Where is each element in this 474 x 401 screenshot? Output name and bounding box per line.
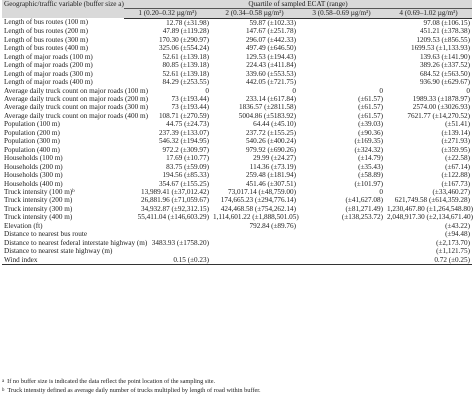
cell-quartile-4: 1,230,467.80 (±1,264,548.80) <box>387 204 473 213</box>
row-label: Length of major roads (200 m) <box>4 61 93 70</box>
table-row <box>2 256 472 265</box>
cell-quartile-3 <box>298 27 385 35</box>
cell-quartile-2: 224.43 (±411.84) <box>246 61 296 70</box>
quartile-2-header: 2 (0.34–0.58 µg/m³) <box>211 9 298 18</box>
cell-quartile-4: (±43.22) <box>445 221 471 230</box>
row-label: Length of bus routes (100 m) <box>4 18 89 27</box>
cell-quartile-2: 59.87 (±102.33) <box>249 18 296 27</box>
table-row <box>2 27 472 35</box>
cell-quartile-2: 259.48 (±181.94) <box>245 171 296 180</box>
quartile-4-header: 4 (0.69–1.02 µg/m³) <box>385 9 472 18</box>
cell-quartile-1: 237.39 (±133.07) <box>158 128 209 137</box>
cell-quartile-4: 0 <box>466 86 471 95</box>
table-row <box>2 180 472 188</box>
cell-quartile-3 <box>298 44 385 52</box>
cell-quartile-2: 29.99 (±24.27) <box>253 154 296 163</box>
cell-quartile-2 <box>211 230 298 238</box>
cell-quartile-3: (±61.57) <box>358 111 383 120</box>
cell-quartile-4: 621,749.58 (±614,359.28) <box>394 196 471 205</box>
table-row <box>2 129 472 137</box>
row-label: Truck intensity (200 m) <box>4 196 73 205</box>
cell-quartile-4: 2,048,917.30 (±2,134,671.40) <box>387 213 473 222</box>
table-row <box>2 120 472 128</box>
row-label: Length of major roads (300 m) <box>4 69 93 78</box>
table-row <box>2 230 472 238</box>
cell-quartile-1: 52.61 (±139.18) <box>162 52 209 61</box>
row-label: Households (300 m) <box>4 171 63 180</box>
cell-quartile-1: 13,989.41 (±37,012.42) <box>140 187 209 196</box>
footnote-text: If no buffer size is indicated the data reflect the point location of the sampling site. <box>7 378 216 385</box>
cell-quartile-2: 5004.86 (±5183.92) <box>238 111 296 120</box>
row-label: Truck intensity (100 m)$^b$ <box>4 187 75 196</box>
table-row <box>2 78 472 86</box>
cell-quartile-1: 73 (±193.44) <box>171 103 209 112</box>
cell-quartile-1: 55,411.04 (±146,603.29) <box>137 213 209 222</box>
cell-quartile-2: 233.14 (±617.84) <box>245 94 296 103</box>
cell-quartile-1: 12.78 (±31.98) <box>166 18 209 27</box>
cell-quartile-3: (±324.32) <box>354 145 383 154</box>
cell-quartile-4: (±94.48) <box>445 230 471 239</box>
cell-quartile-2: 451.46 (±307.51) <box>245 179 296 188</box>
cell-quartile-3 <box>298 239 385 247</box>
table-row <box>2 61 472 69</box>
row-label: Wind index <box>2 256 124 265</box>
cell-quartile-3 <box>298 70 385 78</box>
cell-quartile-2: 129.53 (±194.43) <box>245 52 296 61</box>
cell-quartile-3 <box>298 222 385 230</box>
cell-quartile-4: (±22.58) <box>445 154 471 163</box>
table-row <box>2 95 472 103</box>
data-table <box>2 0 472 265</box>
row-label: Average daily truck count on major roads (300 m) <box>4 103 148 112</box>
cell-quartile-2: 792.84 (±89.76) <box>249 221 296 230</box>
table-row <box>2 239 472 247</box>
table-row <box>2 70 472 78</box>
cell-quartile-1: 325.06 (±554.24) <box>158 44 209 53</box>
cell-quartile-3: (±81,271.49) <box>345 204 383 213</box>
row-label: Length of major roads (100 m) <box>4 52 93 61</box>
row-label: Average daily truck count on major roads (100 m) <box>4 86 148 95</box>
cell-quartile-1 <box>124 222 211 230</box>
row-label: Population (100 m) <box>4 120 60 129</box>
cell-quartile-2: 497.49 (±646.50) <box>245 44 296 53</box>
cell-quartile-2: 1836.57 (±2811.58) <box>239 103 296 112</box>
header-row-group <box>2 0 472 9</box>
cell-quartile-1: 80.85 (±139.18) <box>162 61 209 70</box>
cell-quartile-2 <box>211 239 298 247</box>
cell-quartile-2: 237.72 (±155.25) <box>245 128 296 137</box>
cell-quartile-3: (±101.97) <box>354 179 383 188</box>
quartile-3-header: 3 (0.58–0.69 µg/m³) <box>298 9 385 18</box>
table-row <box>2 188 472 196</box>
cell-quartile-3: (±61.57) <box>358 94 383 103</box>
table-row <box>2 196 472 204</box>
table-row <box>2 154 472 162</box>
cell-quartile-3: 0 <box>379 86 383 95</box>
table-row <box>2 87 472 95</box>
cell-quartile-4: (±67.14) <box>445 162 471 171</box>
cell-quartile-4: 684.52 (±563.50) <box>419 69 471 78</box>
table-row <box>2 222 472 230</box>
row-label: Population (200 m) <box>4 128 60 137</box>
cell-quartile-1: 354.67 (±155.25) <box>158 179 209 188</box>
cell-quartile-4: 0.72 (±0.25) <box>385 256 472 265</box>
row-label: Average daily truck count on major roads (400 m) <box>4 111 148 120</box>
footnote-mark: a <box>2 379 5 384</box>
table-row <box>2 18 472 27</box>
row-label: Population (400 m) <box>4 145 60 154</box>
cell-quartile-3: (±41,627.08) <box>345 196 383 205</box>
cell-quartile-4: (±167.73) <box>441 179 471 188</box>
row-label: Length of bus routes (300 m) <box>4 35 89 44</box>
quartile-group-header: Quartile of sampled ECAT (range) <box>124 0 472 9</box>
cell-quartile-3: (±90.36) <box>358 128 383 137</box>
row-label: Distance to nearest federal interstate highway (m) <box>4 238 148 247</box>
footnote-mark: b <box>72 188 75 194</box>
cell-quartile-2: 296.07 (±442.33) <box>245 35 296 44</box>
row-label: Truck intensity (300 m) <box>4 204 73 213</box>
cell-quartile-4: 1699.53 (±1,133.93) <box>410 44 471 53</box>
cell-quartile-3 <box>298 230 385 238</box>
table-row <box>2 163 472 171</box>
cell-quartile-1: 3483.93 (±1758.20) <box>151 238 209 247</box>
table-row <box>2 146 472 154</box>
cell-quartile-4: (±359.95) <box>441 145 471 154</box>
cell-quartile-4: (±33,460.27) <box>432 187 471 196</box>
cell-quartile-4: (±139.14) <box>441 128 471 137</box>
cell-quartile-3: (±138,253.72) <box>341 213 383 222</box>
row-label: Truck intensity (400 m) <box>4 213 73 222</box>
cell-quartile-2: 147.67 (±251.78) <box>245 27 296 36</box>
table-row <box>2 247 472 255</box>
cell-quartile-4: 451.21 (±378.38) <box>419 27 471 36</box>
cell-quartile-4: (±2,173.70) <box>436 238 471 247</box>
footnote <box>2 386 472 395</box>
cell-quartile-4: 389.26 (±337.52) <box>419 61 471 70</box>
cell-quartile-1: 84.29 (±253.55) <box>162 78 209 87</box>
cell-quartile-3: (±14.79) <box>358 154 383 163</box>
footnote-text: Truck intensity defined as average daily number of trucks multiplied by length of road within buffer. <box>7 387 261 394</box>
cell-quartile-3 <box>298 53 385 61</box>
table-row <box>2 103 472 111</box>
table-row <box>2 137 472 145</box>
cell-quartile-4: (±271.93) <box>441 137 471 146</box>
cell-quartile-2: 0 <box>292 86 296 95</box>
quartile-1-header: 1 (0.20–0.32 µg/m³) <box>124 9 211 18</box>
cell-quartile-1: 83.75 (±59.09) <box>166 162 209 171</box>
cell-quartile-2: 540.26 (±400.24) <box>245 137 296 146</box>
cell-quartile-4: (±51.41) <box>445 120 471 129</box>
table-row <box>2 36 472 44</box>
cell-quartile-1: 44.75 (±24.73) <box>166 120 209 129</box>
table-row <box>2 205 472 213</box>
table-row <box>2 171 472 179</box>
cell-quartile-1 <box>124 247 211 255</box>
cell-quartile-1: 17.69 (±10.77) <box>166 154 209 163</box>
cell-quartile-1: 26,881.96 (±71,059.67) <box>140 196 209 205</box>
row-label: Households (400 m) <box>4 179 63 188</box>
cell-quartile-3: (±39.03) <box>358 120 383 129</box>
cell-quartile-2: 424,468.58 (±754,262.14) <box>220 204 296 213</box>
cell-quartile-3: (±35.43) <box>358 162 383 171</box>
row-label: Length of bus routes (400 m) <box>4 44 89 53</box>
cell-quartile-3 <box>298 78 385 86</box>
cell-quartile-1: 546.32 (±194.95) <box>158 137 209 146</box>
cell-quartile-2: 73,017.14 (±48,759.00) <box>227 187 296 196</box>
cell-quartile-2: 339.60 (±553.53) <box>245 69 296 78</box>
table-row <box>2 112 472 120</box>
cell-quartile-2: 64.44 (±45.10) <box>253 120 296 129</box>
row-label: Households (100 m) <box>4 154 63 163</box>
row-label: Distance to nearest bus route <box>4 230 88 239</box>
footnote-mark: b <box>2 388 5 393</box>
table-body <box>2 18 472 264</box>
cell-quartile-3 <box>298 61 385 69</box>
cell-quartile-3 <box>298 247 385 255</box>
cell-quartile-1 <box>124 230 211 238</box>
table-row <box>2 213 472 221</box>
cell-quartile-1: 0 <box>205 86 209 95</box>
cell-quartile-2 <box>211 247 298 255</box>
cell-quartile-4: (±1,121.75) <box>436 247 471 256</box>
cell-quartile-1: 52.61 (±139.18) <box>162 69 209 78</box>
cell-quartile-4: 7621.77 (±14,270.52) <box>407 111 471 120</box>
row-label: Population (300 m) <box>4 137 60 146</box>
cell-quartile-3: 0 <box>379 187 383 196</box>
cell-quartile-1: 972.2 (±309.97) <box>162 145 209 154</box>
cell-quartile-3: (±58.89) <box>358 171 383 180</box>
cell-quartile-2 <box>211 256 298 265</box>
row-label: Average daily truck count on major roads (200 m) <box>4 94 148 103</box>
row-label: Households (200 m) <box>4 162 63 171</box>
row-label: Length of bus routes (200 m) <box>4 27 89 36</box>
cell-quartile-4: 936.90 (±629.67) <box>419 78 471 87</box>
cell-quartile-2: 442.05 (±721.75) <box>245 78 296 87</box>
table-footnotes <box>2 377 472 395</box>
cell-quartile-1: 34,932.87 (±92,312.15) <box>140 204 209 213</box>
cell-quartile-3 <box>298 256 385 265</box>
cell-quartile-3: (±61.57) <box>358 103 383 112</box>
cell-quartile-3 <box>298 18 385 27</box>
cell-quartile-4: 1209.53 (±856.55) <box>416 35 471 44</box>
cell-quartile-1: 170.30 (±290.97) <box>158 35 209 44</box>
cell-quartile-2: 979.92 (±690.26) <box>245 145 296 154</box>
cell-quartile-3: (±169.35) <box>354 137 383 146</box>
cell-quartile-2: 1,114,601.22 (±1,888,501.05) <box>213 213 299 222</box>
cell-quartile-2: 114.36 (±73.19) <box>249 162 296 171</box>
cell-quartile-3 <box>298 36 385 44</box>
row-label: Length of major roads (400 m) <box>4 78 93 87</box>
cell-quartile-4: 2574.00 (±3026.93) <box>412 103 471 112</box>
cell-quartile-4: 139.63 (±141.90) <box>419 52 471 61</box>
cell-quartile-4: 1989.33 (±1878.97) <box>412 94 471 103</box>
cell-quartile-1: 108.71 (±270.59) <box>158 111 209 120</box>
cell-quartile-4: 97.08 (±106.15) <box>423 18 471 27</box>
cell-quartile-4: (±122.88) <box>441 171 471 180</box>
cell-quartile-1: 0.15 (±0.23) <box>124 256 211 265</box>
cell-quartile-1: 73 (±193.44) <box>171 94 209 103</box>
variable-column-header: Geographic/traffic variable (buffer size a) <box>2 0 124 18</box>
cell-quartile-2: 174,665.23 (±294,776.14) <box>220 196 296 205</box>
row-label: Elevation (ft) <box>4 221 43 230</box>
row-label: Distance to nearest state highway (m) <box>4 247 113 256</box>
footnote <box>2 377 472 386</box>
cell-quartile-1: 194.56 (±85.33) <box>162 171 209 180</box>
table-row <box>2 44 472 52</box>
table-row <box>2 53 472 61</box>
cell-quartile-1: 47.89 (±119.28) <box>162 27 209 36</box>
